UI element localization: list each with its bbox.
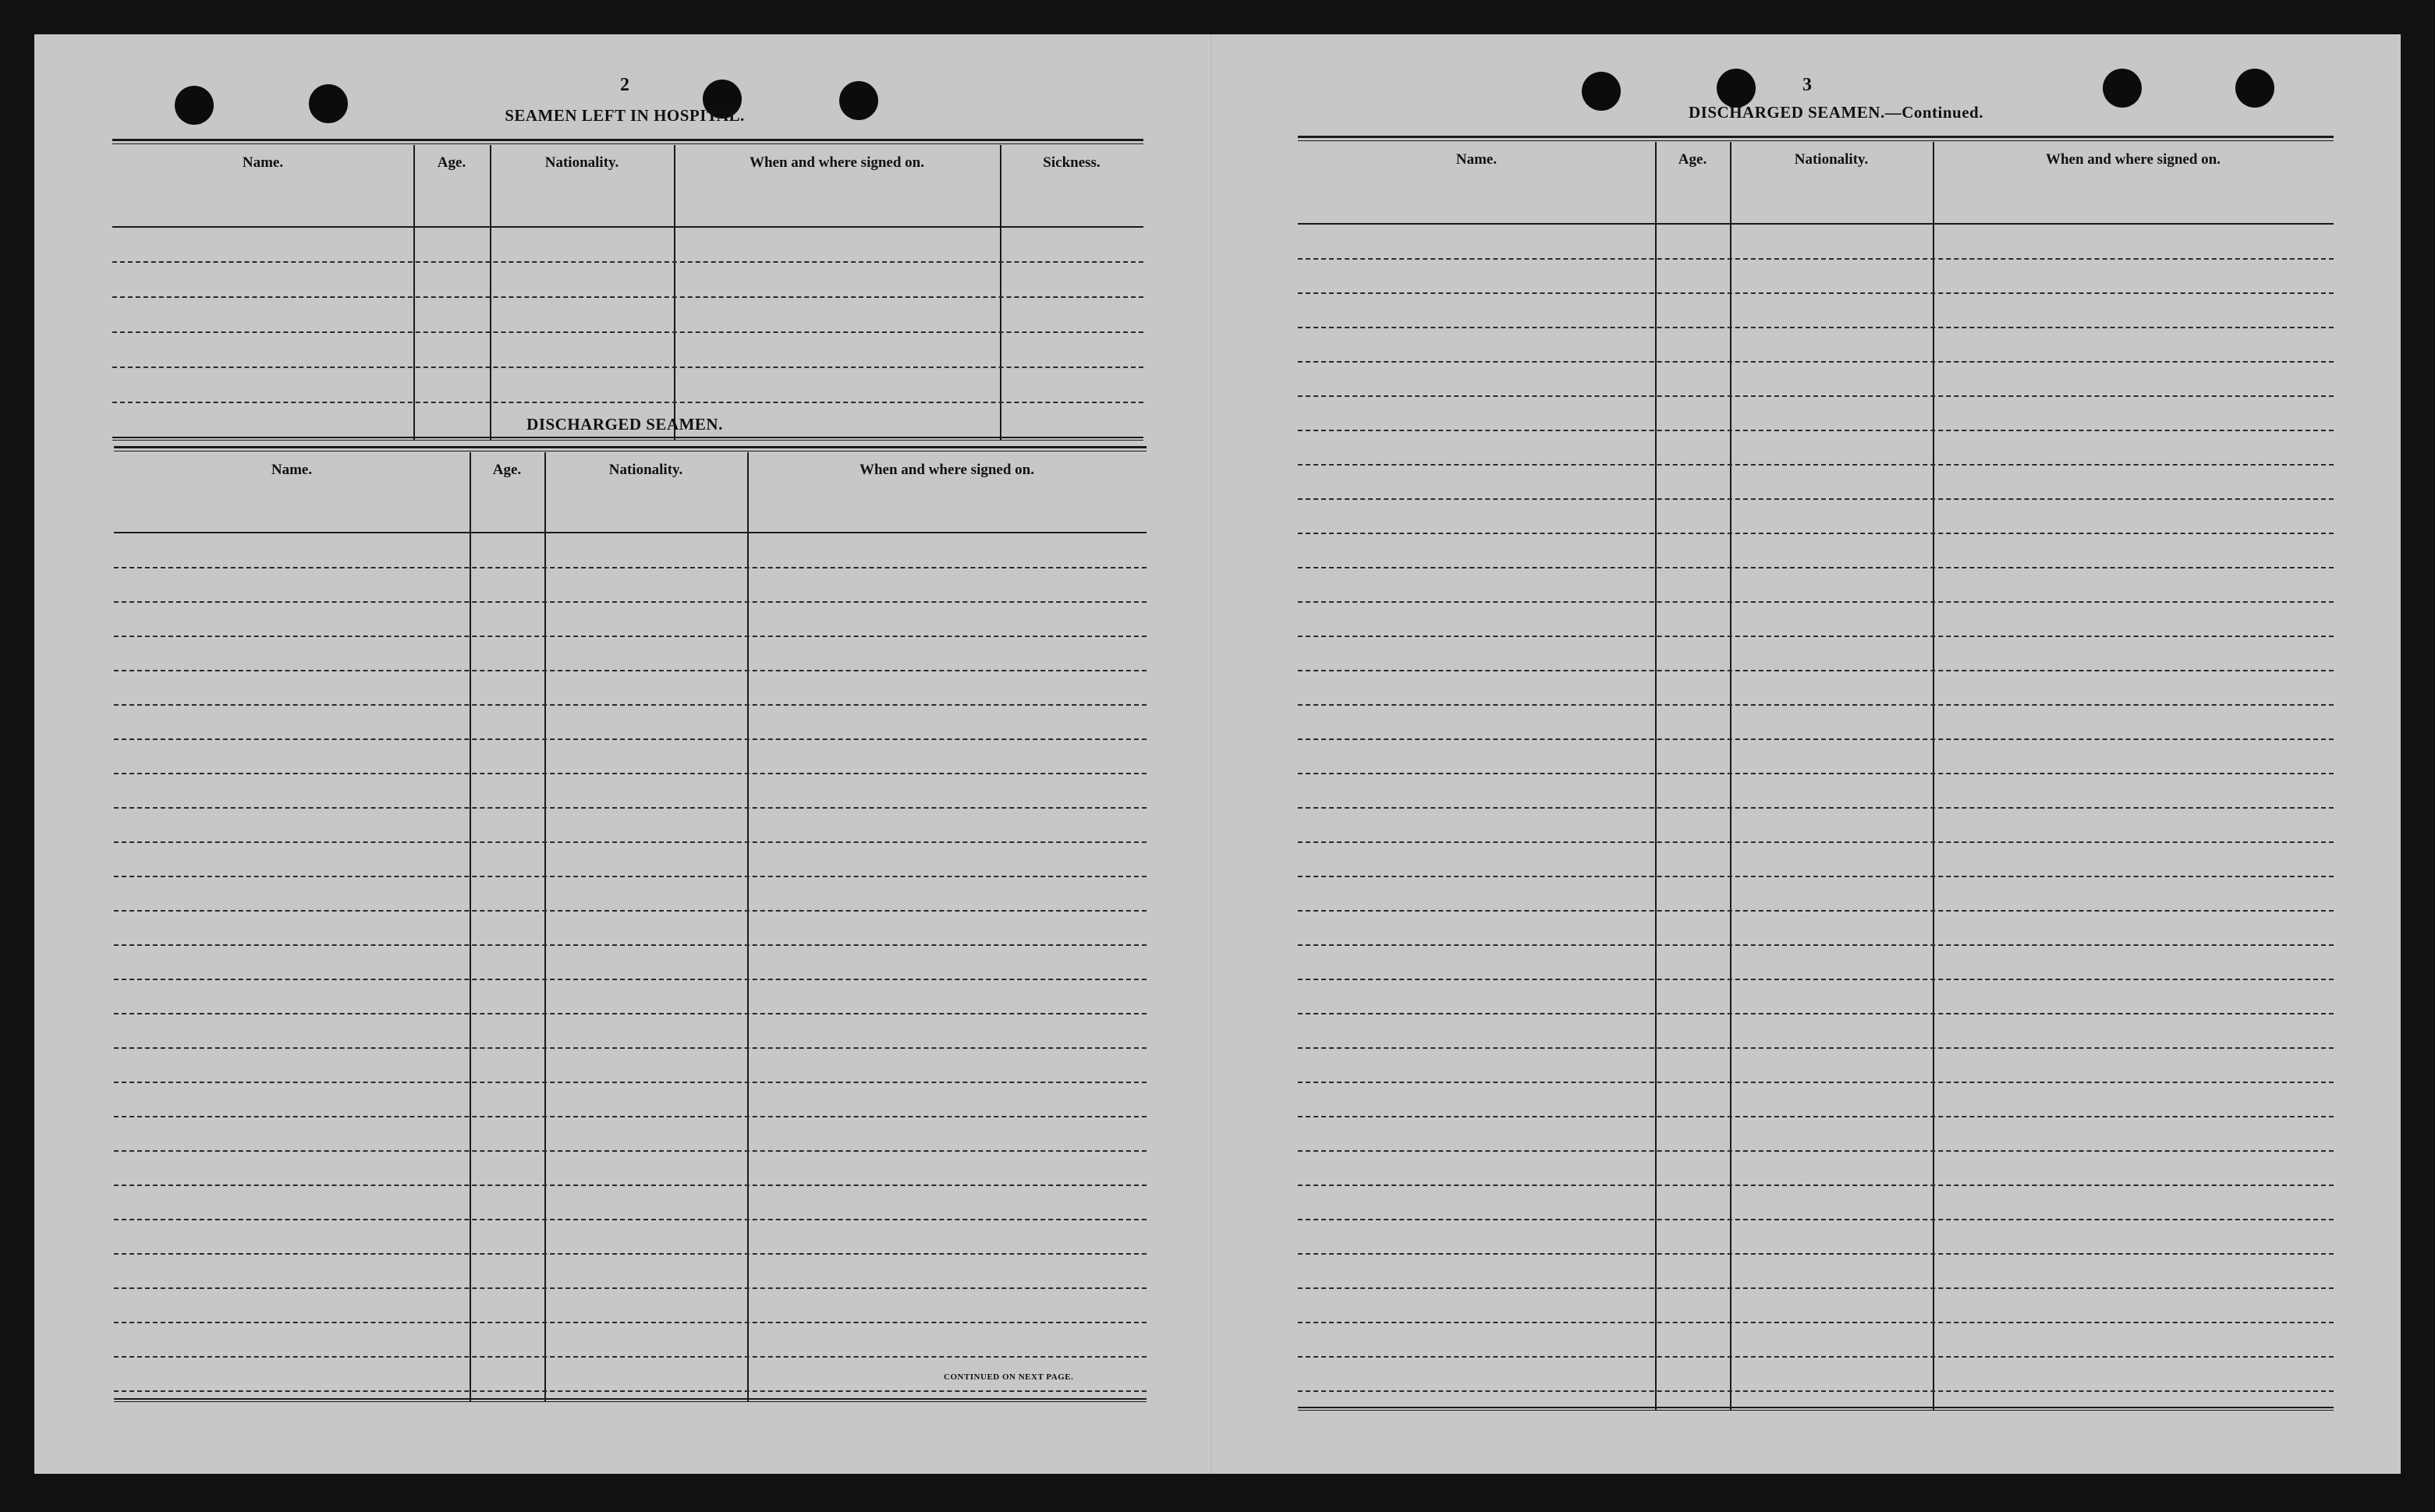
table-bottom-rule	[112, 437, 1143, 438]
entry-row-line	[112, 296, 1143, 298]
entry-row-line	[114, 1013, 1147, 1014]
entry-row-line	[1298, 430, 2334, 431]
entry-row-line	[1298, 738, 2334, 740]
entry-row-line	[1298, 601, 2334, 603]
entry-row-line	[1298, 1390, 2334, 1392]
entry-row-line	[112, 366, 1143, 368]
entry-row-line	[114, 601, 1147, 603]
entry-row-line	[1298, 910, 2334, 912]
table-bottom-rule	[112, 440, 1143, 441]
entry-row-line	[1298, 327, 2334, 328]
entry-row-line	[114, 944, 1147, 946]
entry-row-line	[1298, 1253, 2334, 1255]
discharged-continued-table	[1298, 136, 2334, 1410]
entry-row-line	[114, 1390, 1147, 1392]
column-divider	[1000, 145, 1001, 440]
entry-row-line	[1298, 258, 2334, 260]
column-divider	[413, 145, 415, 440]
table-top-rule	[112, 143, 1143, 144]
column-header-signed-on: When and where signed on.	[749, 154, 924, 171]
column-header-name: Name.	[271, 462, 313, 478]
column-header-signed-on: When and where signed on.	[2045, 151, 2221, 168]
entry-row-line	[114, 1082, 1147, 1083]
entry-row-line	[1298, 1116, 2334, 1117]
entry-row-line	[114, 1356, 1147, 1358]
column-divider	[490, 145, 491, 440]
left-page	[34, 34, 1210, 1474]
entry-row-line	[1298, 464, 2334, 466]
entry-row-line	[1298, 1322, 2334, 1323]
entry-row-line	[114, 773, 1147, 774]
entry-row-line	[1298, 841, 2334, 843]
entry-row-line	[114, 567, 1147, 568]
column-header-nationality: Nationality.	[544, 154, 619, 171]
entry-row-line	[114, 1287, 1147, 1289]
column-header-name: Name.	[242, 154, 284, 171]
entry-row-line	[1298, 1287, 2334, 1289]
discharged-continued-title: DISCHARGED SEAMEN.—Continued.	[1689, 103, 1983, 122]
table-top-rule	[1298, 136, 2334, 138]
entry-row-line	[114, 1322, 1147, 1323]
entry-row-line	[114, 1047, 1147, 1049]
column-header-signed-on: When and where signed on.	[859, 462, 1034, 478]
entry-row-line	[114, 876, 1147, 877]
table-top-rule	[114, 446, 1147, 448]
entry-row-line	[1298, 1219, 2334, 1220]
entry-row-line	[1298, 704, 2334, 706]
entry-row-line	[114, 704, 1147, 706]
column-header-age: Age.	[437, 154, 466, 171]
right-page	[1212, 34, 2401, 1474]
entry-row-line	[114, 1219, 1147, 1220]
entry-row-line	[1298, 1356, 2334, 1358]
column-divider	[544, 452, 546, 1401]
continued-note: CONTINUED ON NEXT PAGE.	[944, 1372, 1074, 1382]
entry-row-line	[1298, 807, 2334, 809]
hospital-table	[112, 139, 1143, 440]
page-number: 3	[1802, 75, 1812, 95]
entry-row-line	[114, 979, 1147, 980]
table-bottom-rule	[114, 1398, 1147, 1400]
header-bottom-rule	[114, 532, 1147, 533]
entry-row-line	[1298, 1013, 2334, 1014]
entry-row-line	[114, 1253, 1147, 1255]
discharged-section-title: DISCHARGED SEAMEN.	[526, 415, 723, 434]
column-header-age: Age.	[492, 462, 522, 478]
entry-row-line	[1298, 670, 2334, 671]
entry-row-line	[114, 1116, 1147, 1117]
entry-row-line	[114, 670, 1147, 671]
entry-row-line	[114, 738, 1147, 740]
column-divider	[747, 452, 749, 1401]
entry-row-line	[112, 261, 1143, 263]
entry-row-line	[1298, 498, 2334, 500]
table-top-rule	[112, 139, 1143, 141]
entry-row-line	[1298, 1047, 2334, 1049]
scanned-form-sheet	[34, 34, 2401, 1474]
entry-row-line	[1298, 636, 2334, 637]
entry-row-line	[1298, 773, 2334, 774]
entry-row-line	[1298, 1082, 2334, 1083]
table-bottom-rule	[1298, 1407, 2334, 1408]
entry-row-line	[1298, 533, 2334, 534]
table-top-rule	[1298, 140, 2334, 141]
discharged-table	[114, 446, 1147, 1401]
entry-row-line	[1298, 395, 2334, 397]
column-header-age: Age.	[1678, 151, 1707, 168]
table-bottom-rule	[1298, 1410, 2334, 1411]
table-bottom-rule	[114, 1401, 1147, 1402]
entry-row-line	[114, 636, 1147, 637]
entry-row-line	[1298, 979, 2334, 980]
column-header-nationality: Nationality.	[608, 462, 683, 478]
column-header-name: Name.	[1455, 151, 1498, 168]
column-header-nationality: Nationality.	[1794, 151, 1869, 168]
entry-row-line	[114, 1150, 1147, 1152]
header-bottom-rule	[1298, 223, 2334, 225]
entry-row-line	[1298, 292, 2334, 294]
entry-row-line	[114, 807, 1147, 809]
entry-row-line	[1298, 567, 2334, 568]
entry-row-line	[1298, 876, 2334, 877]
entry-row-line	[1298, 1150, 2334, 1152]
column-header-sickness: Sickness.	[1043, 154, 1101, 171]
column-divider	[470, 452, 471, 1401]
entry-row-line	[1298, 361, 2334, 363]
entry-row-line	[112, 331, 1143, 333]
entry-row-line	[112, 402, 1143, 403]
entry-row-line	[1298, 1184, 2334, 1186]
entry-row-line	[1298, 944, 2334, 946]
page-number: 2	[620, 75, 629, 95]
column-divider	[674, 145, 675, 440]
entry-row-line	[114, 1184, 1147, 1186]
entry-row-line	[114, 910, 1147, 912]
entry-row-line	[114, 841, 1147, 843]
header-bottom-rule	[112, 226, 1143, 228]
hospital-section-title: SEAMEN LEFT IN HOSPITAL.	[505, 106, 745, 125]
